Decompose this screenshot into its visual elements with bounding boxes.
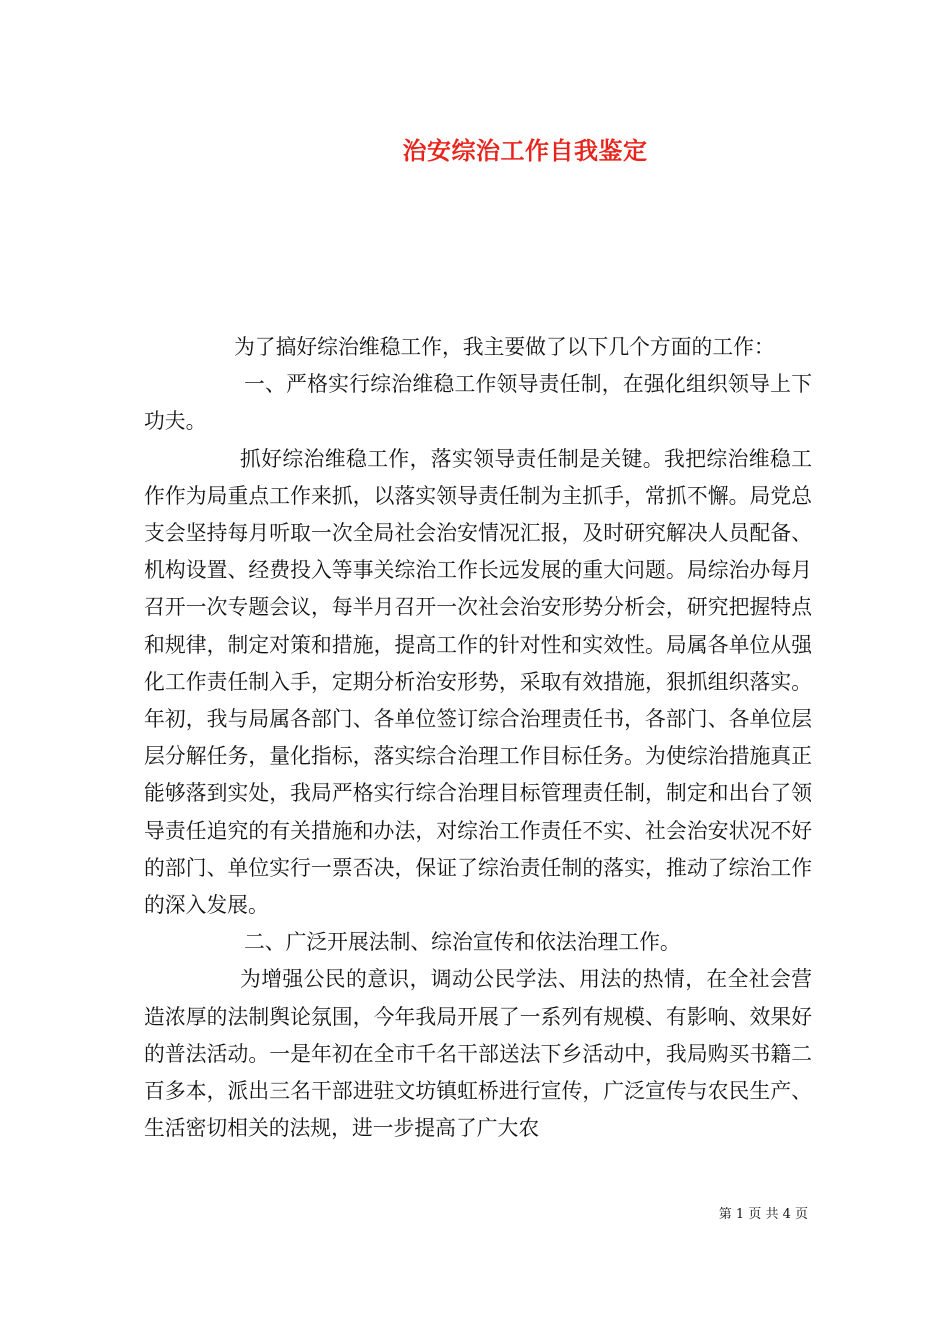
intro-paragraph: 为了搞好综治维稳工作，我主要做了以下几个方面的工作： [234,335,775,359]
section-heading-1: 一、严格实行综治维稳工作领导责任制，在强化组织领导上下功夫。 [144,372,812,434]
document-body [144,329,812,1147]
page-number-footer: 第 1 页 共 4 页 [718,1207,808,1222]
section-2-paragraph: 为增强公民的意识，调动公民学法、用法的热情，在全社会营造浓厚的法制舆论氛围，今年我局开展了一系列有规模、有影响、效果好的普法活动。一是年初在全市千名干部送法下乡活动中，我局购买书籍二百多本，派出三名干部进驻文坊镇虹桥进行宣传，广泛宣传与农民生产、生活密切相关的法规，进一步提高了广大农 [144,967,812,1141]
section-1-paragraph: 抓好综治维稳工作，落实领导责任制是关键。我把综治维稳工作作为局重点工作来抓，以落实领导责任制为主抓手，常抓不懈。局党总支会坚持每月听取一次全局社会治安情况汇报，及时研究解决人员配备、机构设置、经费投入等事关综治工作长远发展的重大问题。局综治办每月召开一次专题会议，每半月召开一次社会治安形势分析会，研究把握特点和规律，制定对策和措施，提高工作的针对性和实效性。局属各单位从强化工作责任制入手，定期分析治安形势，采取有效措施，狠抓组织落实。年初，我与局属各部门、各单位签订综合治理责任书，各部门、各单位层层分解任务，量化指标，落实综合治理工作目标任务。为使综治措施真正能够落到实处，我局严格实行综合治理目标管理责任制，制定和出台了领导责任追究的有关措施和办法，对综治工作责任不实、社会治安状况不好的部门、单位实行一票否决，保证了综治责任制的落实，推动了综治工作的深入发展。 [144,446,812,918]
section-heading-2: 二、广泛开展法制、综治宣传和依法治理工作。 [244,930,681,955]
document-title: 治安综治工作自我鉴定 [402,137,648,165]
